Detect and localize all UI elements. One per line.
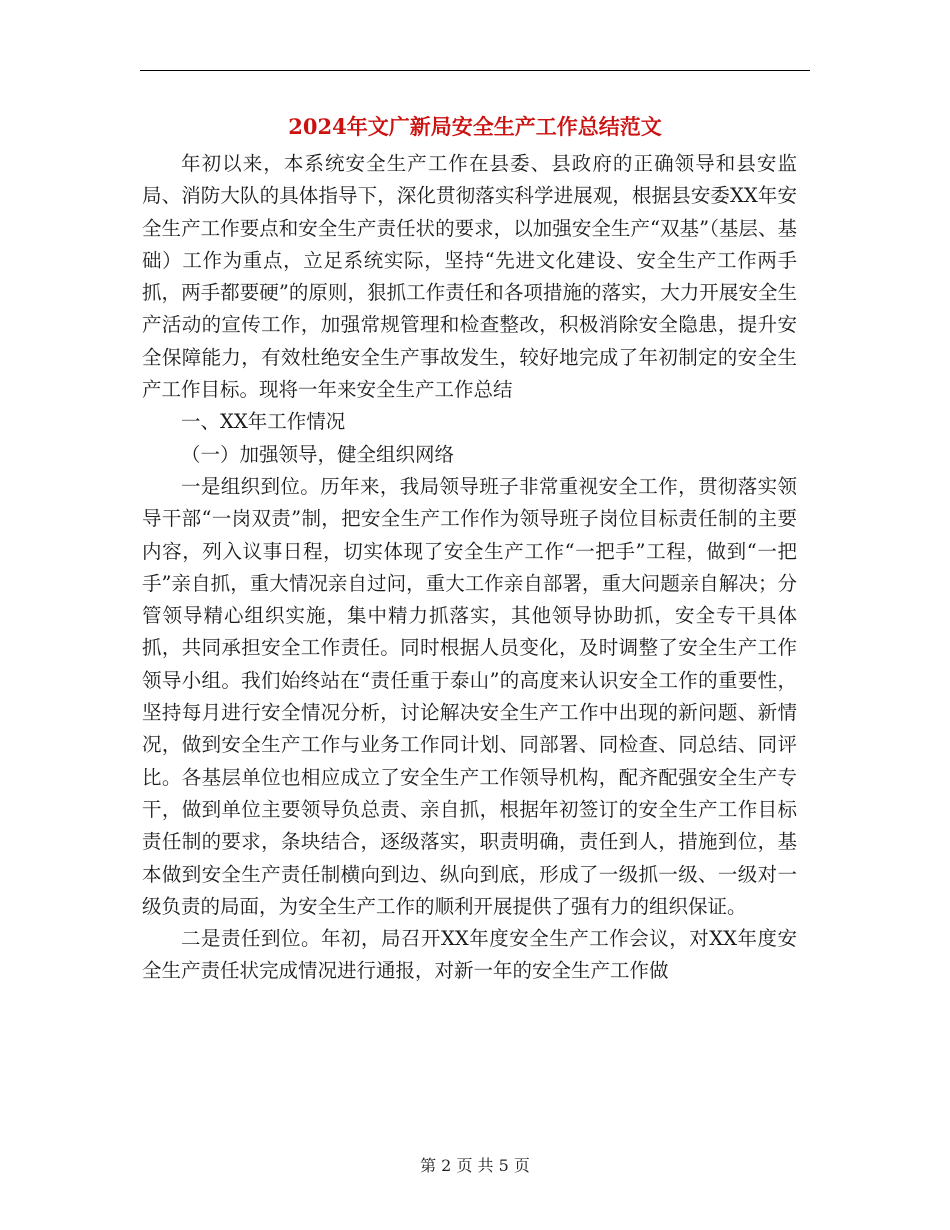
paragraph-organization: 一是组织到位。历年来，我局领导班子非常重视安全工作，贯彻落实领导干部“一岗双责”制，把安全生产工作作为领导班子岗位目标责任制的主要内容，列入议事日程，切实体现了安全生产工作“一把手”工程，做到“一把手”亲自抓，重大情况亲自过问，重大工作亲自部署，重大问题亲自解决；分管领导精心组织实施，集中精力抓落实，其他领导协助抓，安全专干具体抓，共同承担安全工作责任。同时根据人员变化，及时调整了安全生产工作领导小组。我们始终站在“责任重于泰山”的高度来认识安全工作的重要性，坚持每月进行安全情况分析，讨论解决安全生产工作中出现的新问题、新情况，做到安全生产工作与业务工作同计划、同部署、同检查、同总结、同评比。各基层单位也相应成立了安全生产工作领导机构，配齐配强安全生产专干，做到单位主要领导负总责、亲自抓，根据年初签订的安全生产工作目标责任制的要求，条块结合，逐级落实，职责明确，责任到人，措施到位，基本做到安全生产责任制横向到边、纵向到底，形成了一级抓一级、一级对一级负责的局面，为安全生产工作的顺利开展提供了强有力的组织保证。	[142, 474, 797, 918]
document-body	[142, 148, 797, 988]
paragraph-intro: 年初以来，本系统安全生产工作在县委、县政府的正确领导和县安监局、消防大队的具体指导下，深化贯彻落实科学进展观，根据县安委XX年安全生产工作要点和安全生产责任状的要求，以加强安全生产“双基”（基层、基础）工作为重点，立足系统实际，坚持“先进文化建设、安全生产工作两手抓，两手都要硬”的原则，狠抓工作责任和各项措施的落实，大力开展安全生产活动的宣传工作，加强常规管理和检查整改，积极消除安全隐患，提升安全保障能力，有效杜绝安全生产事故发生，较好地完成了年初制定的安全生产工作目标。现将一年来安全生产工作总结	[142, 152, 797, 402]
heading-section-1: 一、XX年工作情况	[181, 410, 346, 434]
heading-subsection-1: （一）加强领导，健全组织网络	[181, 442, 455, 466]
document-title: 2024年文广新局安全生产工作总结范文	[288, 114, 662, 139]
paragraph-responsibility: 二是责任到位。年初，局召开XX年度安全生产工作会议，对XX年度安全生产责任状完成情况进行通报，对新一年的安全生产工作做	[142, 927, 797, 983]
header-rule	[140, 70, 810, 71]
page-footer: 第 2 页 共 5 页	[420, 1156, 530, 1175]
